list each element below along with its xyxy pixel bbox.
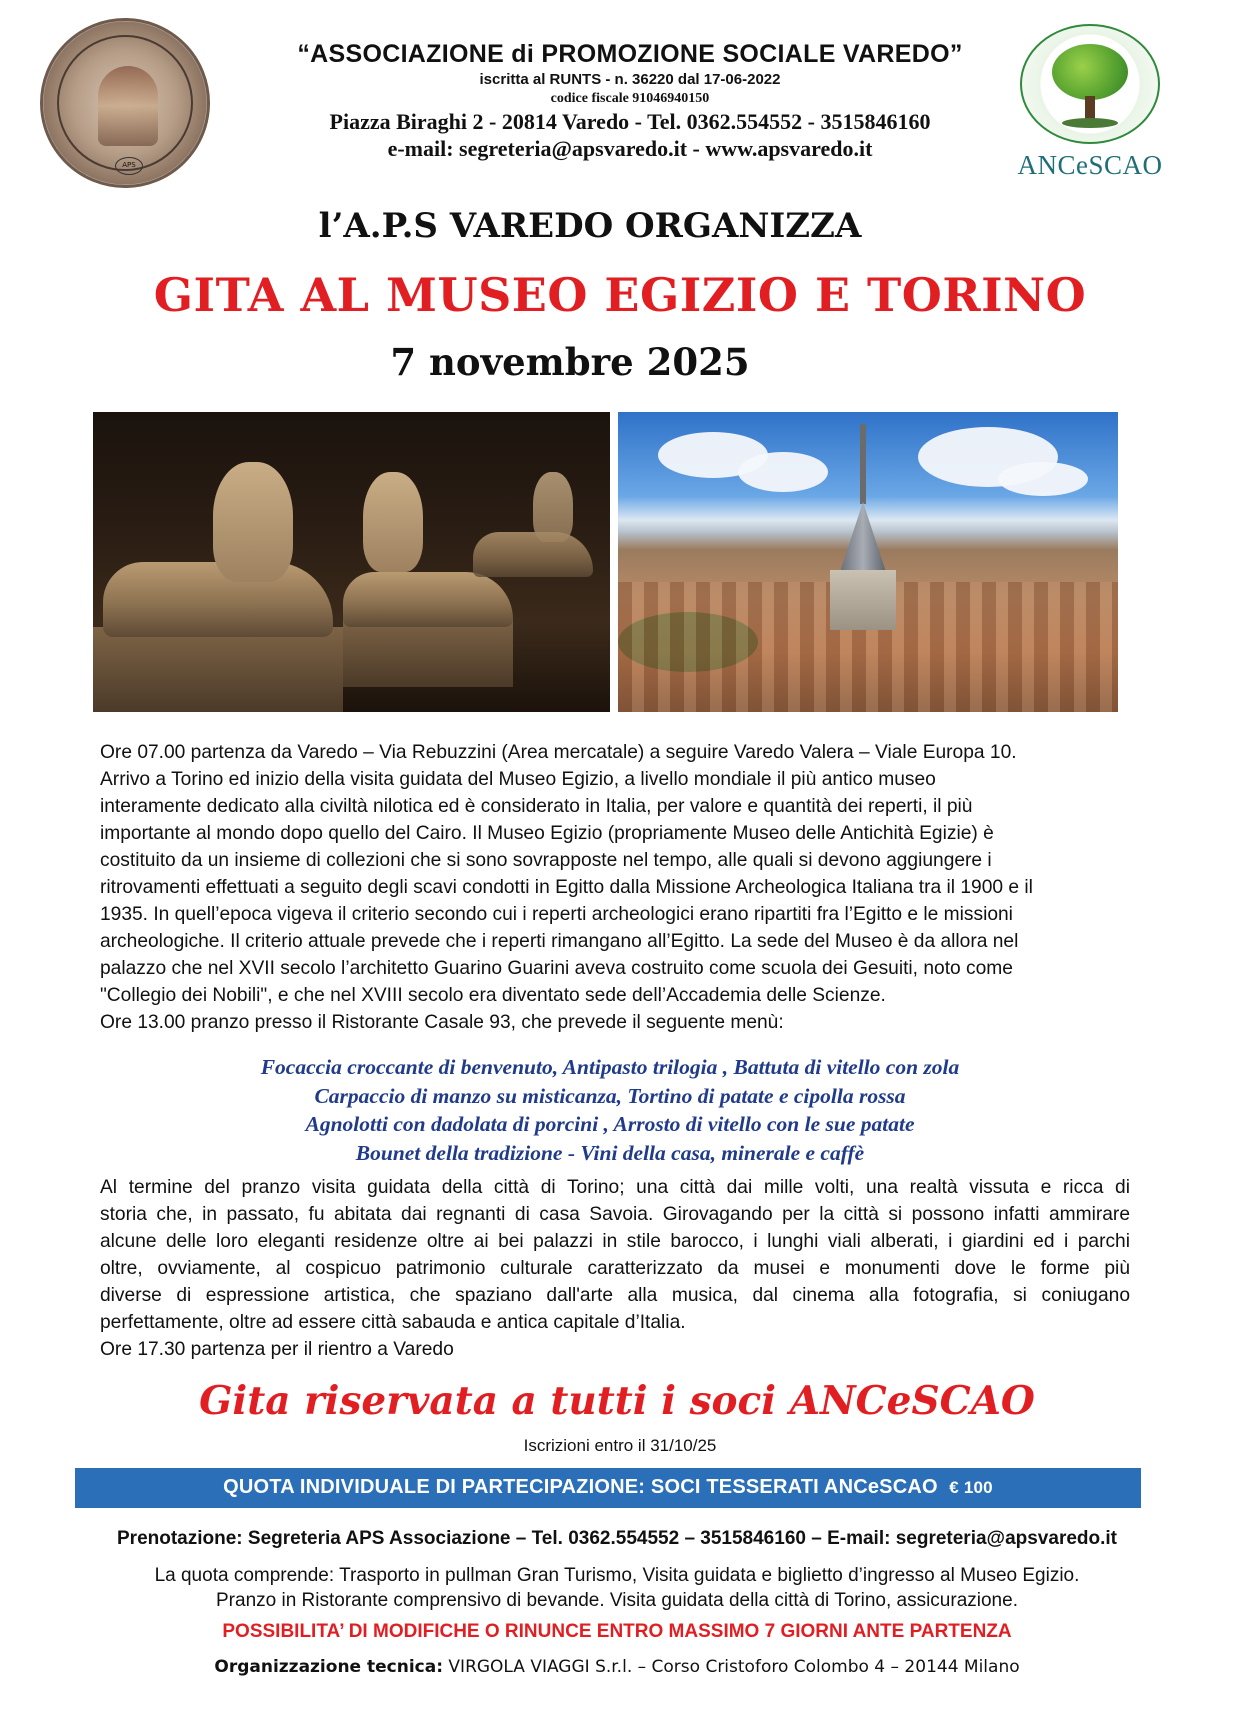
lunch-menu — [100, 1053, 1120, 1167]
price-includes-line: Pranzo in Ristorante comprensivo di bevande. Visita guidata della città di Torino, assicurazione. — [216, 1590, 1018, 1611]
sphinx-photo — [93, 412, 610, 712]
page-title: GITA AL MUSEO EGIZIO E TORINO — [153, 268, 1087, 322]
quota-price: € 100 — [949, 1478, 993, 1497]
itinerary-paragraph-afternoon — [100, 1174, 1130, 1363]
event-date: 7 novembre 2025 — [390, 340, 750, 384]
menu-line: Bounet della tradizione - Vini della casa, minerale e caffè — [355, 1140, 865, 1165]
text-line: Al termine del pranzo visita guidata della città di Torino; una città dai mille volti, una realtà vissuta e ricca di — [100, 1177, 1130, 1198]
logo-seal: APS — [115, 157, 143, 175]
cancellation-warning: POSSIBILITA’ DI MODIFICHE O RINUNCE ENTRO MASSIMO 7 GIORNI ANTE PARTENZA — [222, 1621, 1012, 1642]
organizer-value: VIRGOLA VIAGGI S.r.l. – Corso Cristoforo Colombo 4 – 20144 Milano — [448, 1657, 1020, 1677]
organizer-label: Organizzazione tecnica: — [214, 1657, 444, 1677]
price-includes-line: La quota comprende: Trasporto in pullman Gran Turismo, Visita guidata e biglietto d’ingresso al Museo Egizio. — [154, 1565, 1080, 1586]
text-line: Ore 13.00 pranzo presso il Ristorante Casale 93, che prevede il seguente menù: — [100, 1012, 784, 1033]
turin-city-photo — [618, 412, 1118, 712]
text-line: oltre, ovviamente, al cospicuo patrimonio culturale caratterizzato da musei e monumenti dove le forme più — [100, 1258, 1130, 1279]
text-line: palazzo che nel XVII secolo l’architetto Guarino Guarini aveva costruito come scuola dei Gesuiti, noto come — [100, 958, 1013, 979]
itinerary-paragraph-morning — [100, 739, 1140, 1036]
text-line: diverse di espressione artistica, che spaziano dall'arte alla musica, dal cinema alla fotografia, si coniugano — [100, 1285, 1130, 1306]
organizer-heading: l’A.P.S VAREDO ORGANIZZA — [318, 206, 862, 246]
text-line: Ore 17.30 partenza per il rientro a Varedo — [100, 1339, 454, 1360]
text-line: importante al mondo dopo quello del Cairo. Il Museo Egizio (propriamente Museo delle Antichità Egizie) è — [100, 823, 994, 844]
text-line: costituito da un insieme di collezioni che si sono sovrapposte nel tempo, alle quali si devono aggiungere i — [100, 850, 992, 871]
quota-banner-text — [75, 1476, 1141, 1499]
text-line: Arrivo a Torino ed inizio della visita guidata del Museo Egizio, a livello mondiale il più antico museo — [100, 769, 936, 790]
text-line: 1935. In quell’epoca vigeva il criterio secondo cui i reperti archeologici erano ripartiti fra l’Egitto e le missioni — [100, 904, 1013, 925]
text-line: interamente dedicato alla civiltà nilotica ed è considerato in Italia, per valore e quantità dei reperti, il più — [100, 796, 973, 817]
registration-deadline: Iscrizioni entro il 31/10/25 — [523, 1436, 717, 1455]
ancescao-tree-logo — [1020, 24, 1160, 144]
aps-varedo-logo — [40, 18, 210, 188]
text-line: "Collegio dei Nobili", e che nel XVIII secolo era diventato sede dell’Accademia delle Scienze. — [100, 985, 886, 1006]
text-line: alcune delle loro eleganti residenze oltre ai bei palazzi in stile barocco, i lunghi viali alberati, i giardini ed i parchi — [100, 1231, 1130, 1252]
booking-info: Prenotazione: Segreteria APS Associazione – Tel. 0362.554552 – 3515846160 – E-mail: segreteria@apsvaredo.it — [117, 1528, 1117, 1549]
menu-line: Focaccia croccante di benvenuto, Antipasto trilogia , Battuta di vitello con zola — [260, 1055, 960, 1079]
text-line: Ore 07.00 partenza da Varedo – Via Rebuzzini (Area mercatale) a seguire Varedo Valera – Viale Europa 10. — [100, 742, 1017, 763]
org-codice-fiscale: codice fiscale 91046940150 — [550, 91, 710, 106]
org-address: Piazza Biraghi 2 - 20814 Varedo - Tel. 0362.554552 - 3515846160 — [329, 109, 931, 134]
org-contact: e-mail: segreteria@apsvaredo.it - www.apsvaredo.it — [387, 136, 873, 161]
text-line: perfettamente, oltre ad essere città sabauda e antica capitale d’Italia. — [100, 1312, 686, 1333]
technical-organizer — [60, 1657, 1174, 1677]
reserved-notice: Gita riservata a tutti i soci ANCeSCAO — [199, 1378, 1035, 1424]
org-name: “ASSOCIAZIONE di PROMOZIONE SOCIALE VAREDO” — [297, 40, 963, 68]
ancescao-logo-text: ANCeSCAO — [1017, 150, 1163, 180]
text-line: archeologiche. Il criterio attuale prevede che i reperti rimangano all’Egitto. La sede del Museo è da allora nel — [100, 931, 1019, 952]
price-includes — [60, 1563, 1174, 1613]
org-runts: iscritta al RUNTS - n. 36220 dal 17-06-2022 — [479, 71, 781, 88]
text-line: ritrovamenti effettuati a seguito degli scavi condotti in Egitto dalla Missione Archeologica Italiana tra il 1900 e il — [100, 877, 1033, 898]
quota-label: QUOTA INDIVIDUALE DI PARTECIPAZIONE: SOCI TESSERATI ANCeSCAO — [223, 1476, 938, 1498]
menu-line: Carpaccio di manzo su misticanza, Tortino di patate e cipolla rossa — [314, 1083, 906, 1108]
text-line: storia che, in passato, fu abitata dai regnanti di casa Savoia. Girovagando per la città si possono infatti ammirare — [100, 1204, 1130, 1225]
menu-line: Agnolotti con dadolata di porcini , Arrosto di vitello con le sue patate — [305, 1112, 915, 1136]
